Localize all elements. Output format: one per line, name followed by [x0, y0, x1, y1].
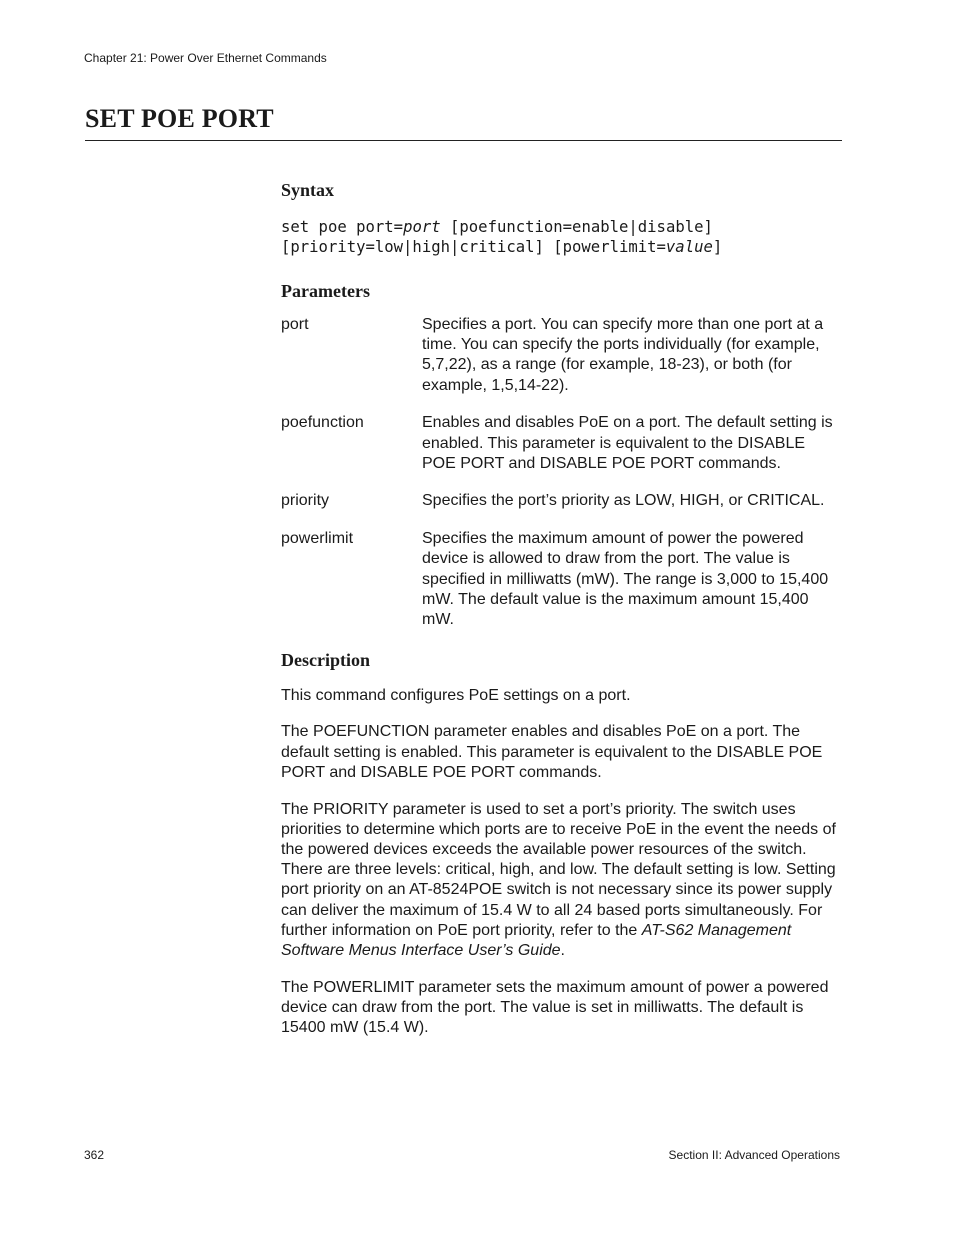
- description-paragraph: The POWERLIMIT parameter sets the maximum amount of power a powered device can draw from the port. The value is set in milliwatts. The default is 15400 mW (15.4 W).: [281, 978, 829, 1037]
- param-row-powerlimit: [281, 529, 841, 630]
- running-header: Chapter 21: Power Over Ethernet Commands: [84, 51, 327, 65]
- title-rule: [85, 140, 842, 141]
- syntax-block: [281, 217, 841, 257]
- param-description: Specifies a port. You can specify more than one port at a time. You can specify the ports individually (for example, 5,7,22), as a range (for example, 18-23), or both (for example, 1,5,14-22).: [422, 316, 824, 394]
- page-title: SET POE PORT: [85, 104, 274, 133]
- param-name: powerlimit: [281, 530, 354, 548]
- syntax-line1-prefix: set poe port=: [281, 218, 404, 236]
- paragraph-text: The PRIORITY parameter is used to set a port’s priority. The switch uses priorities to determine which ports are to receive PoE in the event the needs of the powered devices exceeds the available power resources of the switch. There are three levels: critical, high, and low. The default setting is low. Setting port priority on an AT-8524POE switch is not necessary since its power supply can deliver the maximum of 15.4 W to all 24 based ports simultaneously. For further information on PoE port priority, refer to the: [281, 800, 836, 939]
- running-footer-section: Section II: Advanced Operations: [668, 1148, 840, 1162]
- main-content: [281, 178, 841, 1038]
- syntax-port-arg: port: [403, 218, 441, 236]
- syntax-line2-prefix: [priority=low|high|critical] [powerlimit=: [281, 238, 666, 256]
- param-name: port: [281, 316, 309, 333]
- param-name: priority: [281, 492, 330, 510]
- description-paragraph: This command configures PoE settings on a port.: [281, 686, 631, 704]
- syntax-line2-suffix: ]: [712, 238, 723, 256]
- syntax-heading: Syntax: [281, 180, 335, 200]
- parameters-table: [281, 315, 841, 630]
- page-number: 362: [84, 1148, 105, 1162]
- syntax-value-arg: value: [665, 238, 713, 256]
- document-reference: AT-S62 Management Software Menus Interface User’s Guide: [281, 921, 792, 960]
- description-paragraph: The POEFUNCTION parameter enables and disables PoE on a port. The default setting is enabled. This parameter is equivalent to the DISABLE POE PORT and DISABLE POE PORT commands.: [281, 723, 823, 781]
- description-heading: Description: [281, 649, 370, 670]
- param-row-poefunction: [281, 413, 841, 474]
- param-name: poefunction: [281, 414, 364, 432]
- parameters-heading: Parameters: [281, 281, 370, 301]
- param-description: Enables and disables PoE on a port. The default setting is enabled. This parameter is equivalent to the DISABLE POE PORT and DISABLE POE PORT commands.: [422, 414, 833, 472]
- description-paragraph: [281, 800, 841, 962]
- paragraph-text: .: [560, 942, 565, 960]
- param-row-priority: [281, 491, 841, 511]
- syntax-line1-suffix: [poefunction=enable|disable]: [440, 218, 713, 236]
- param-description: Specifies the port’s priority as LOW, HIGH, or CRITICAL.: [422, 492, 825, 510]
- param-description: Specifies the maximum amount of power the powered device is allowed to draw from the port. The value is specified in milliwatts (mW). The range is 3,000 to 15,400 mW. The default value is the maximum amount 15,400 mW.: [422, 530, 829, 628]
- param-row-port: [281, 315, 841, 396]
